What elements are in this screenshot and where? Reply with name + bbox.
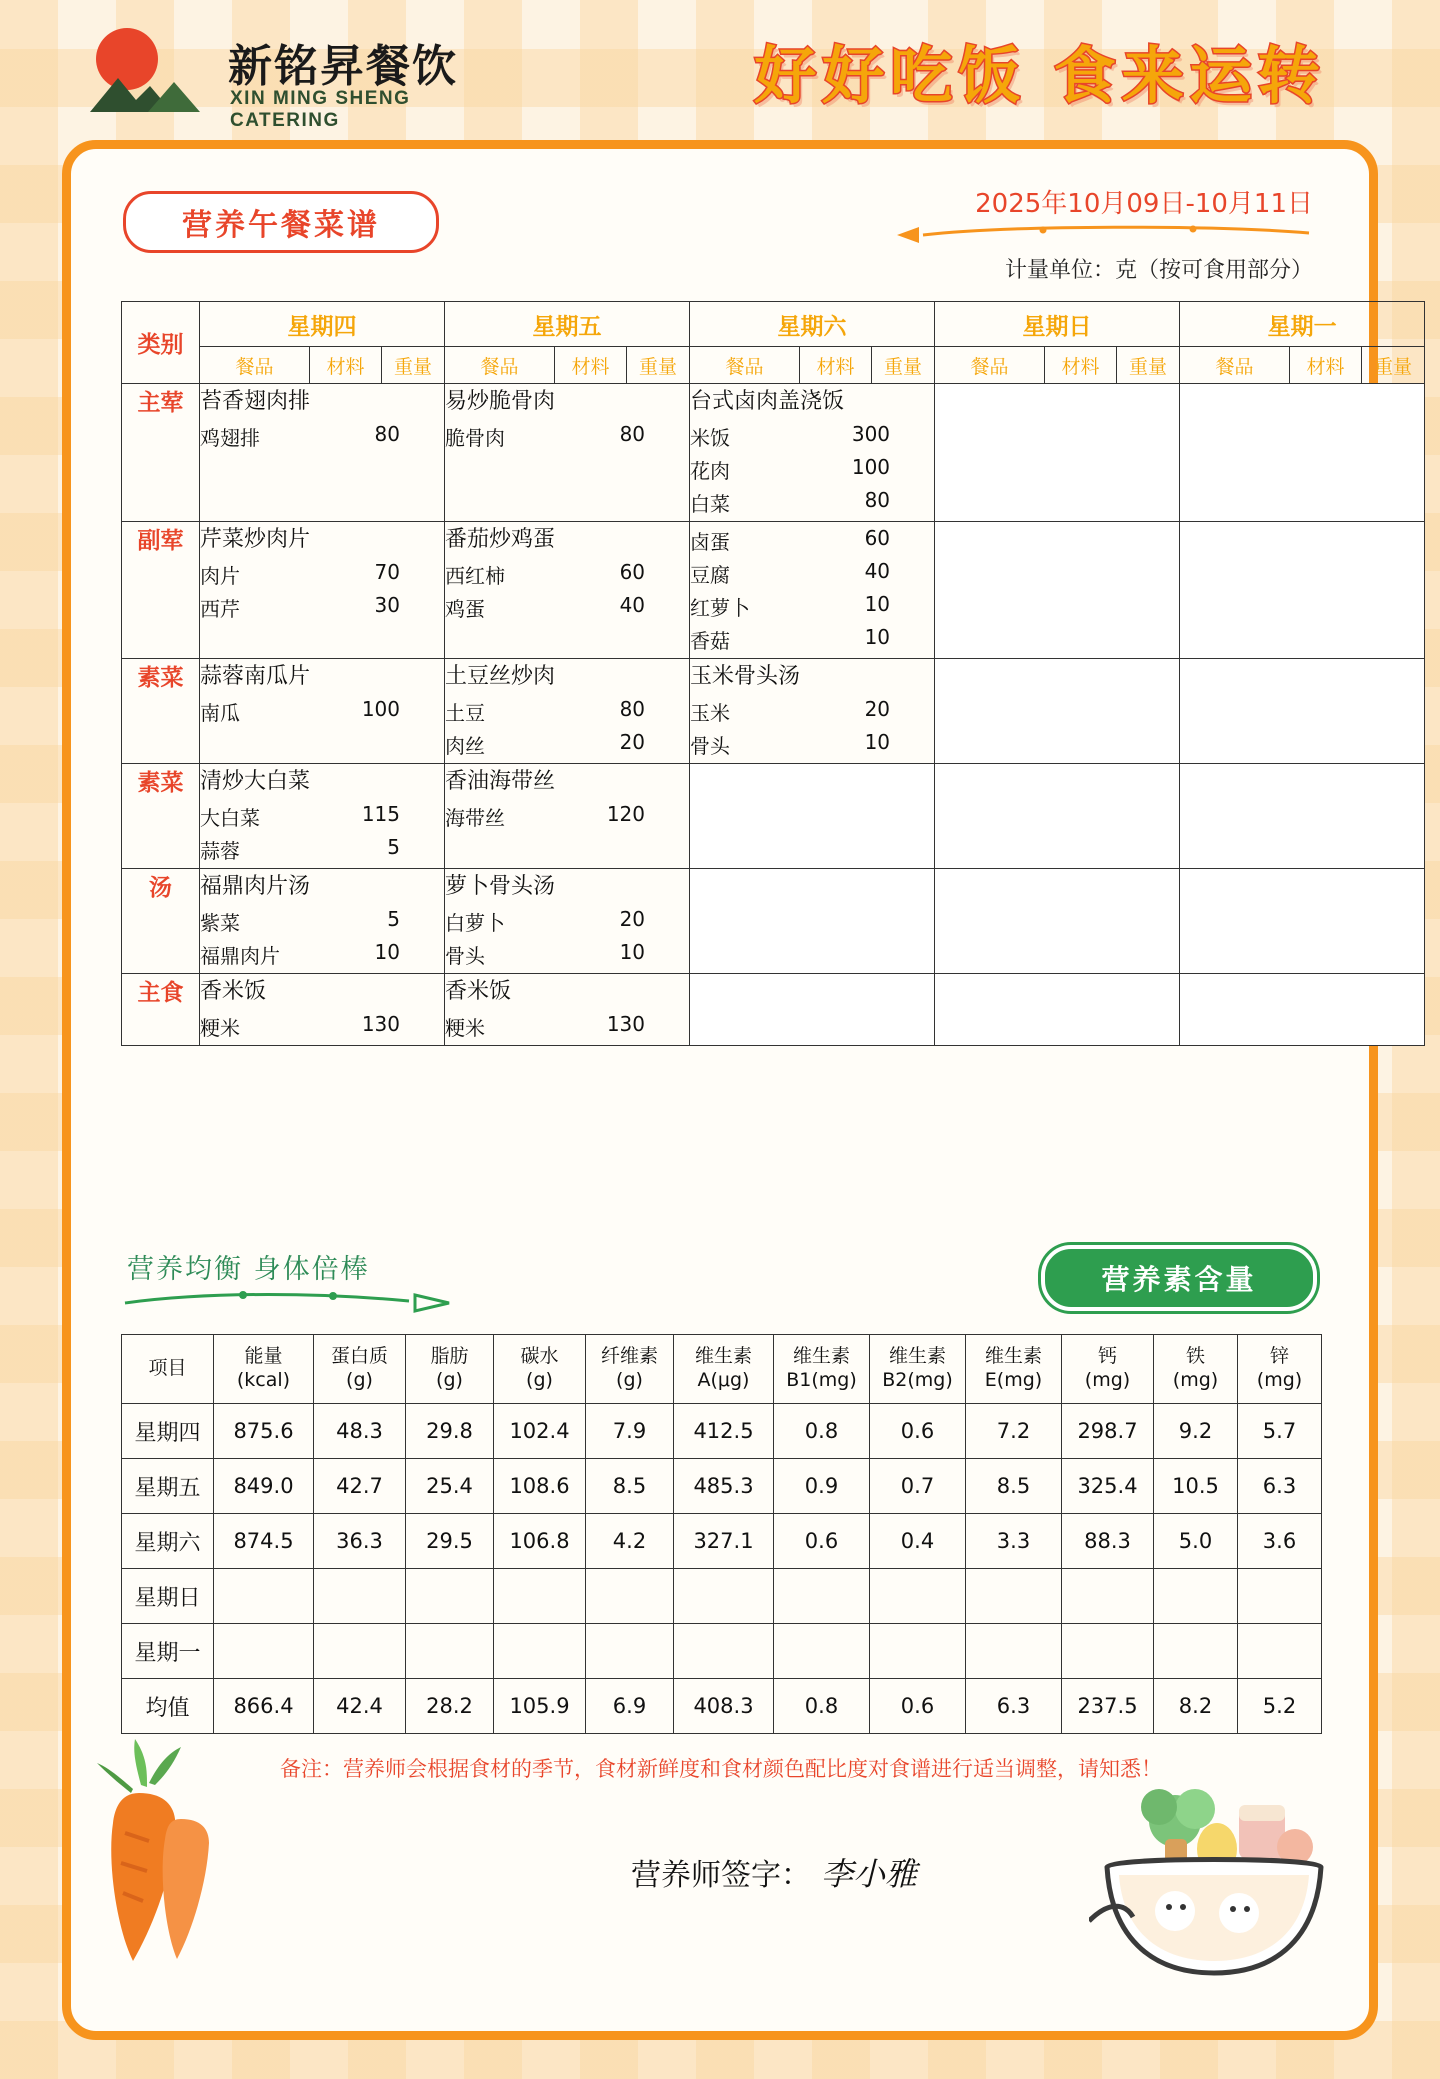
nutrition-value: 5.0 <box>1154 1514 1238 1569</box>
ingredient-line <box>200 1012 444 1041</box>
menu-title: 营养午餐菜谱 <box>182 208 380 243</box>
menu-cell-day4 <box>935 522 1180 659</box>
nutrition-value: 8.5 <box>966 1459 1062 1514</box>
nutrition-value <box>406 1569 494 1624</box>
ingredient-weight: 100 <box>851 455 891 479</box>
nutrition-value: 48.3 <box>314 1404 406 1459</box>
ingredient-weight: 60 <box>619 560 646 584</box>
nutrition-value: 0.9 <box>774 1459 870 1514</box>
menu-row-category: 主荤 <box>122 384 200 522</box>
menu-header-row-fields <box>122 347 1425 384</box>
menu-cell-day4 <box>935 869 1180 974</box>
dish-name: 福鼎肉片汤 <box>200 874 311 899</box>
ingredient-name: 脆骨肉 <box>445 426 506 450</box>
ingredient-line <box>445 940 689 969</box>
nutrition-value: 0.7 <box>870 1459 966 1514</box>
mountain-icon <box>88 68 218 114</box>
nutrition-col-header-12: 锌 (mg) <box>1238 1335 1322 1404</box>
nutrition-col-header-2: 蛋白质 (g) <box>314 1335 406 1404</box>
nutrition-value <box>774 1624 870 1679</box>
ingredient-line <box>690 526 934 555</box>
nutrition-value: 29.8 <box>406 1404 494 1459</box>
nutrition-value: 408.3 <box>674 1679 774 1734</box>
nutrition-value <box>214 1624 314 1679</box>
nutrition-pill-badge <box>1041 1245 1317 1311</box>
ingredient-line <box>200 940 444 969</box>
menu-row <box>122 869 1425 974</box>
carrot-decoration <box>89 1723 299 1973</box>
ingredient-name: 鸡翅排 <box>200 426 260 450</box>
menu-subheader-1-1: 餐品 <box>200 347 310 384</box>
ingredient-name: 肉片 <box>200 564 240 588</box>
nutrition-value <box>870 1624 966 1679</box>
menu-cell-day4 <box>935 764 1180 869</box>
nutrition-col-header-7: 维生素 B1(mg) <box>774 1335 870 1404</box>
dish-name: 萝卜骨头汤 <box>445 874 556 899</box>
nutrition-value: 102.4 <box>494 1404 586 1459</box>
nutrition-value: 875.6 <box>214 1404 314 1459</box>
dish-name: 芹菜炒肉片 <box>200 527 311 552</box>
menu-cell-day5 <box>1180 522 1425 659</box>
poster-header <box>0 0 1440 140</box>
nutrition-value: 42.4 <box>314 1679 406 1734</box>
signature-name: 李小雅 <box>821 1855 918 1893</box>
menu-subheader-5-3: 重量 <box>1362 347 1425 384</box>
ingredient-name: 南瓜 <box>200 701 240 725</box>
nutrition-value <box>1154 1624 1238 1679</box>
nutrition-value <box>774 1569 870 1624</box>
menu-cell-day4 <box>935 384 1180 522</box>
ingredient-weight: 120 <box>606 802 646 826</box>
menu-cell-day1 <box>200 659 445 764</box>
menu-subheader-1-2: 材料 <box>310 347 382 384</box>
nutrition-col-header-6: 维生素 A(μg) <box>674 1335 774 1404</box>
ingredient-line <box>445 802 689 831</box>
date-underline-decoration <box>893 223 1313 247</box>
nutrition-value <box>314 1569 406 1624</box>
ingredient-name: 大白菜 <box>200 806 260 830</box>
nutrition-value: 327.1 <box>674 1514 774 1569</box>
nutrition-row <box>122 1514 1322 1569</box>
ingredient-name: 骨头 <box>445 944 486 968</box>
ingredient-name: 土豆 <box>445 701 486 725</box>
nutrition-col-header-0: 项目 <box>122 1335 214 1404</box>
dish-name: 土豆丝炒肉 <box>445 664 556 689</box>
ingredient-name: 玉米 <box>690 701 731 725</box>
ingredient-weight: 5 <box>387 835 400 859</box>
menu-subheader-3-3: 重量 <box>872 347 935 384</box>
menu-subheader-3-2: 材料 <box>800 347 872 384</box>
menu-row <box>122 659 1425 764</box>
menu-cell-day3 <box>690 764 935 869</box>
menu-cell-day2 <box>445 659 690 764</box>
nutrition-value <box>1238 1624 1322 1679</box>
nutrition-value: 42.7 <box>314 1459 406 1514</box>
ingredient-name: 紫菜 <box>200 911 240 935</box>
ingredient-line <box>690 422 934 451</box>
dish-name: 苔香翅肉排 <box>200 389 311 414</box>
nutrition-value <box>1062 1624 1154 1679</box>
ingredient-line <box>690 455 934 484</box>
dish-name: 香米饭 <box>200 979 267 1004</box>
menu-row <box>122 764 1425 869</box>
menu-category-header: 类别 <box>122 302 200 384</box>
nutrition-value: 105.9 <box>494 1679 586 1734</box>
ingredient-name: 红萝卜 <box>690 596 751 620</box>
menu-cell-day3 <box>690 522 935 659</box>
remark-text: 备注：营养师会根据食材的季节，食材新鲜度和食材颜色配比度对食谱进行适当调整，请知悉！ <box>280 1757 1162 1781</box>
nutrition-value <box>494 1569 586 1624</box>
nutrition-value: 237.5 <box>1062 1679 1154 1734</box>
menu-subheader-4-3: 重量 <box>1117 347 1180 384</box>
menu-row-category: 汤 <box>122 869 200 974</box>
ingredient-weight: 10 <box>619 940 646 964</box>
ingredient-line <box>200 697 444 726</box>
ingredient-name: 卤蛋 <box>690 530 731 554</box>
menu-cell-day1 <box>200 764 445 869</box>
nutrition-value <box>494 1624 586 1679</box>
nutrition-row <box>122 1404 1322 1459</box>
menu-cell-day2 <box>445 522 690 659</box>
nutrition-row <box>122 1679 1322 1734</box>
menu-cell-day5 <box>1180 659 1425 764</box>
menu-subheader-5-1: 餐品 <box>1180 347 1290 384</box>
dish-name: 番茄炒鸡蛋 <box>445 527 556 552</box>
menu-cell-day3 <box>690 869 935 974</box>
menu-date-range: 2025年10月09日-10月11日 <box>975 189 1313 219</box>
nutrition-value: 106.8 <box>494 1514 586 1569</box>
nutrition-value: 412.5 <box>674 1404 774 1459</box>
ingredient-weight: 60 <box>864 526 891 550</box>
nutrition-value <box>674 1569 774 1624</box>
nutrition-row <box>122 1459 1322 1514</box>
nutrition-value <box>1062 1569 1154 1624</box>
nutrition-col-header-9: 维生素 E(mg) <box>966 1335 1062 1404</box>
menu-cell-day1 <box>200 869 445 974</box>
nutrition-row <box>122 1569 1322 1624</box>
nutrition-value: 10.5 <box>1154 1459 1238 1514</box>
ingredient-weight: 130 <box>606 1012 646 1036</box>
menu-row-category: 素菜 <box>122 764 200 869</box>
nutrition-row-label: 星期六 <box>122 1514 214 1569</box>
nutrition-value <box>1154 1569 1238 1624</box>
dish-name: 蒜蓉南瓜片 <box>200 664 311 689</box>
ingredient-weight: 10 <box>864 625 891 649</box>
signature-block <box>631 1849 917 1895</box>
dish-name: 香油海带丝 <box>445 769 556 794</box>
nutrition-col-header-5: 纤维素 (g) <box>586 1335 674 1404</box>
menu-header-row-days <box>122 302 1425 347</box>
ingredient-line <box>200 560 444 589</box>
menu-cell-day5 <box>1180 384 1425 522</box>
menu-subheader-2-3: 重量 <box>627 347 690 384</box>
menu-subheader-1-3: 重量 <box>382 347 445 384</box>
nutrition-value: 28.2 <box>406 1679 494 1734</box>
ingredient-weight: 40 <box>864 559 891 583</box>
menu-row-category: 主食 <box>122 974 200 1046</box>
menu-row <box>122 974 1425 1046</box>
menu-cell-day1 <box>200 974 445 1046</box>
ingredient-line <box>445 697 689 726</box>
ingredient-name: 蒜蓉 <box>200 839 240 863</box>
menu-row <box>122 384 1425 522</box>
ingredient-weight: 80 <box>619 697 646 721</box>
nutrition-col-header-3: 脂肪 (g) <box>406 1335 494 1404</box>
nutrition-value: 0.8 <box>774 1679 870 1734</box>
nutrition-value: 866.4 <box>214 1679 314 1734</box>
ingredient-line <box>445 1012 689 1041</box>
nutrition-value: 0.6 <box>870 1679 966 1734</box>
nutrition-value: 6.9 <box>586 1679 674 1734</box>
ingredient-line <box>445 730 689 759</box>
ingredient-name: 西芹 <box>200 597 240 621</box>
ingredient-name: 白萝卜 <box>445 911 506 935</box>
menu-day-header-3: 星期六 <box>690 302 935 347</box>
ingredient-weight: 10 <box>374 940 400 964</box>
ingredient-name: 粳米 <box>200 1016 240 1040</box>
ingredient-name: 豆腐 <box>690 563 731 587</box>
ingredient-weight: 10 <box>864 592 891 616</box>
nutrition-col-header-4: 碳水 (g) <box>494 1335 586 1404</box>
menu-subheader-4-1: 餐品 <box>935 347 1045 384</box>
menu-subheader-2-2: 材料 <box>555 347 627 384</box>
ingredient-weight: 80 <box>619 422 646 446</box>
brand-name-en: XIN MING SHENG CATERING <box>230 88 411 131</box>
nutrition-header-row <box>122 1335 1322 1404</box>
menu-cell-day1 <box>200 522 445 659</box>
nutrition-value <box>674 1624 774 1679</box>
nutrition-pill-label: 营养素含量 <box>1101 1263 1257 1296</box>
nutrition-value: 298.7 <box>1062 1404 1154 1459</box>
menu-row <box>122 522 1425 659</box>
ingredient-line <box>445 907 689 936</box>
ingredient-line <box>200 593 444 622</box>
menu-day-header-5: 星期一 <box>1180 302 1425 347</box>
ingredient-weight: 80 <box>864 488 891 512</box>
ingredient-weight: 80 <box>374 422 400 446</box>
unit-note: 计量单位：克（按可食用部分） <box>1004 258 1313 283</box>
menu-title-badge <box>123 191 439 253</box>
ingredient-weight: 300 <box>851 422 891 446</box>
nutrition-value: 849.0 <box>214 1459 314 1514</box>
menu-day-header-4: 星期日 <box>935 302 1180 347</box>
nutrition-col-header-8: 维生素 B2(mg) <box>870 1335 966 1404</box>
ingredient-name: 海带丝 <box>445 806 506 830</box>
ingredient-line <box>200 907 444 936</box>
ingredient-weight: 130 <box>361 1012 400 1036</box>
nutrition-value: 874.5 <box>214 1514 314 1569</box>
nutrition-value <box>406 1624 494 1679</box>
ingredient-name: 米饭 <box>690 426 731 450</box>
ingredient-weight: 20 <box>619 730 646 754</box>
nutrition-value <box>214 1569 314 1624</box>
nutrition-value: 9.2 <box>1154 1404 1238 1459</box>
menu-table <box>121 301 1425 1046</box>
nutrition-col-header-1: 能量 (kcal) <box>214 1335 314 1404</box>
ingredient-name: 肉丝 <box>445 734 486 758</box>
main-card <box>62 140 1413 2040</box>
ingredient-weight: 100 <box>361 697 400 721</box>
menu-row-category: 素菜 <box>122 659 200 764</box>
nutrition-value: 0.4 <box>870 1514 966 1569</box>
menu-subheader-4-2: 材料 <box>1045 347 1117 384</box>
nutrition-row-label: 均值 <box>122 1679 214 1734</box>
nutrition-value <box>586 1569 674 1624</box>
menu-subheader-3-1: 餐品 <box>690 347 800 384</box>
menu-cell-day2 <box>445 384 690 522</box>
ingredient-name: 福鼎肉片 <box>200 944 280 968</box>
ingredient-name: 花肉 <box>690 459 731 483</box>
nutrition-value: 7.9 <box>586 1404 674 1459</box>
ingredient-weight: 70 <box>374 560 400 584</box>
menu-day-header-1: 星期四 <box>200 302 445 347</box>
poster-slogan: 好好吃饭 食来运转 <box>754 39 1326 112</box>
dish-name: 台式卤肉盖浇饭 <box>690 389 845 414</box>
menu-subheader-2-1: 餐品 <box>445 347 555 384</box>
ingredient-name: 香菇 <box>690 629 731 653</box>
ingredient-line <box>690 730 934 759</box>
dish-name: 清炒大白菜 <box>200 769 311 794</box>
nutrition-row <box>122 1624 1322 1679</box>
menu-cell-day2 <box>445 974 690 1046</box>
nutrition-row-label: 星期五 <box>122 1459 214 1514</box>
menu-cell-day2 <box>445 764 690 869</box>
ingredient-weight: 30 <box>374 593 400 617</box>
nutrition-value: 8.2 <box>1154 1679 1238 1734</box>
signature-label: 营养师签字： <box>631 1858 811 1893</box>
ingredient-weight: 5 <box>387 907 400 931</box>
nutrition-value: 4.2 <box>586 1514 674 1569</box>
nutrition-value <box>1238 1569 1322 1624</box>
menu-cell-day3 <box>690 974 935 1046</box>
nutrition-table <box>121 1334 1322 1734</box>
menu-cell-day5 <box>1180 764 1425 869</box>
nutrition-col-header-10: 钙 (mg) <box>1062 1335 1154 1404</box>
menu-cell-day5 <box>1180 974 1425 1046</box>
nutrition-value <box>870 1569 966 1624</box>
ingredient-line <box>690 625 934 654</box>
ingredient-name: 骨头 <box>690 734 731 758</box>
menu-cell-day3 <box>690 659 935 764</box>
brand-name-cn: 新铭昇餐饮 <box>228 41 458 92</box>
nutrition-value: 485.3 <box>674 1459 774 1514</box>
nutrition-value <box>966 1624 1062 1679</box>
ingredient-line <box>445 560 689 589</box>
ingredient-weight: 40 <box>619 593 646 617</box>
menu-cell-day4 <box>935 974 1180 1046</box>
ingredient-line <box>200 422 444 451</box>
nutrition-value <box>314 1624 406 1679</box>
ingredient-name: 白菜 <box>690 492 731 516</box>
ingredient-line <box>690 592 934 621</box>
nutrition-row-label: 星期四 <box>122 1404 214 1459</box>
nutrition-row-label: 星期一 <box>122 1624 214 1679</box>
nutrition-value: 36.3 <box>314 1514 406 1569</box>
ingredient-weight: 10 <box>864 730 891 754</box>
menu-cell-day5 <box>1180 869 1425 974</box>
menu-day-header-2: 星期五 <box>445 302 690 347</box>
food-bowl-decoration <box>1089 1771 1339 1991</box>
nutrition-underline-decoration <box>123 1289 453 1317</box>
ingredient-line <box>445 422 689 451</box>
nutrition-value: 7.2 <box>966 1404 1062 1459</box>
menu-cell-day1 <box>200 384 445 522</box>
brand-logo <box>88 22 508 131</box>
nutrition-value: 0.8 <box>774 1404 870 1459</box>
nutrition-value: 88.3 <box>1062 1514 1154 1569</box>
nutrition-value: 3.3 <box>966 1514 1062 1569</box>
nutrition-value: 6.3 <box>1238 1459 1322 1514</box>
menu-cell-day3 <box>690 384 935 522</box>
ingredient-weight: 115 <box>361 802 400 826</box>
ingredient-line <box>200 802 444 831</box>
ingredient-weight: 20 <box>864 697 891 721</box>
nutrition-value: 0.6 <box>774 1514 870 1569</box>
nutrition-value: 29.5 <box>406 1514 494 1569</box>
nutrition-value <box>586 1624 674 1679</box>
nutrition-value: 108.6 <box>494 1459 586 1514</box>
ingredient-name: 西红柿 <box>445 564 506 588</box>
ingredient-weight: 20 <box>619 907 646 931</box>
ingredient-line <box>445 593 689 622</box>
nutrition-value: 6.3 <box>966 1679 1062 1734</box>
ingredient-line <box>690 697 934 726</box>
nutrition-banner-text: 营养均衡 身体倍棒 <box>127 1254 370 1285</box>
ingredient-name: 粳米 <box>445 1016 486 1040</box>
nutrition-col-header-11: 铁 (mg) <box>1154 1335 1238 1404</box>
dish-name: 香米饭 <box>445 979 512 1004</box>
nutrition-value: 5.7 <box>1238 1404 1322 1459</box>
nutrition-value: 5.2 <box>1238 1679 1322 1734</box>
menu-cell-day2 <box>445 869 690 974</box>
ingredient-line <box>690 488 934 517</box>
nutrition-value: 3.6 <box>1238 1514 1322 1569</box>
ingredient-line <box>690 559 934 588</box>
nutrition-row-label: 星期日 <box>122 1569 214 1624</box>
dish-name: 易炒脆骨肉 <box>445 389 556 414</box>
nutrition-value <box>966 1569 1062 1624</box>
menu-subheader-5-2: 材料 <box>1290 347 1362 384</box>
dish-name: 玉米骨头汤 <box>690 664 801 689</box>
nutrition-value: 325.4 <box>1062 1459 1154 1514</box>
menu-cell-day4 <box>935 659 1180 764</box>
ingredient-name: 鸡蛋 <box>445 597 486 621</box>
nutrition-value: 0.6 <box>870 1404 966 1459</box>
nutrition-value: 8.5 <box>586 1459 674 1514</box>
ingredient-line <box>200 835 444 864</box>
nutrition-value: 25.4 <box>406 1459 494 1514</box>
menu-row-category: 副荤 <box>122 522 200 659</box>
